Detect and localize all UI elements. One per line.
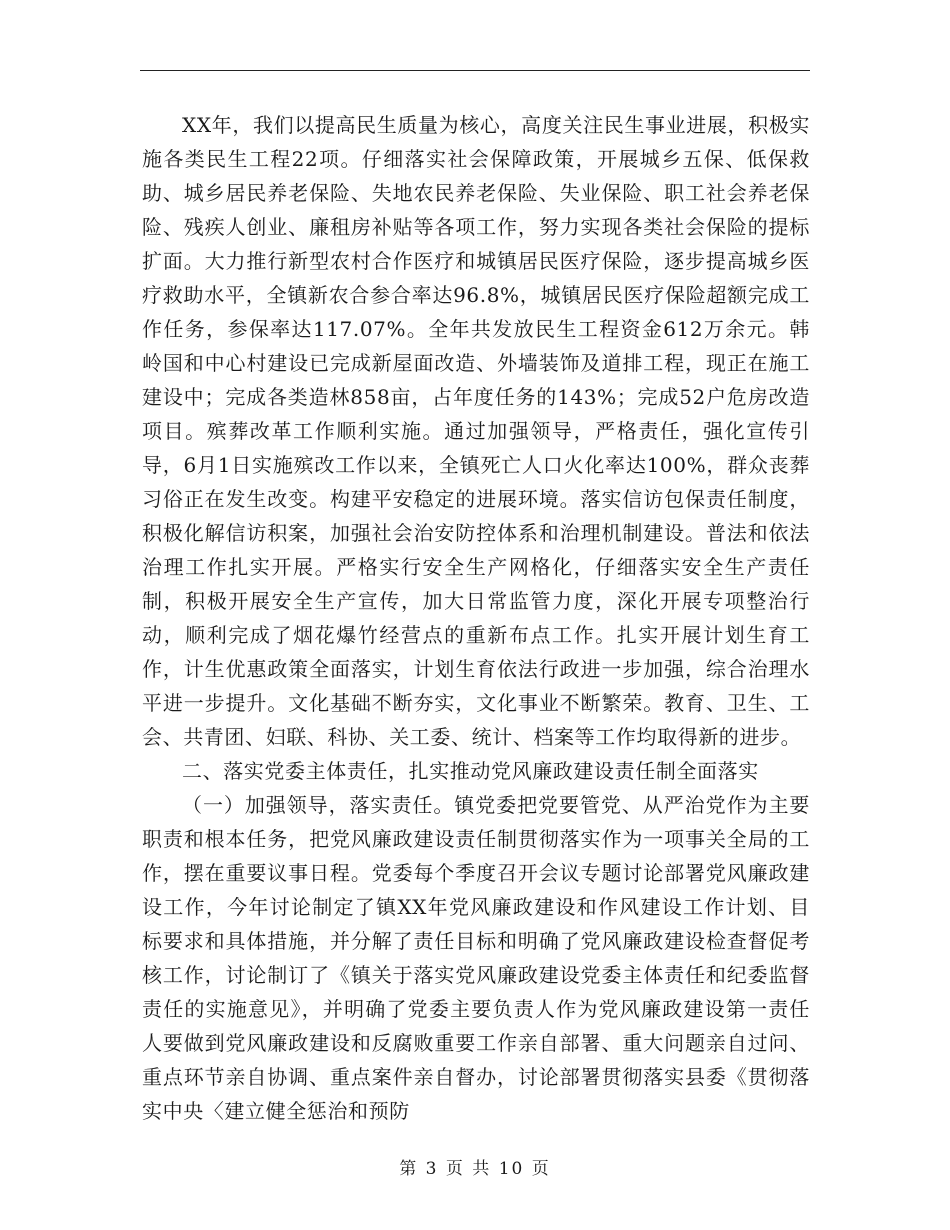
paragraph-livelihood: XX年，我们以提高民生质量为核心，高度关注民生事业进展，积极实施各类民生工程22项。仔细落实社会保障政策，开展城乡五保、低保救助、城乡居民养老保险、失地农民养老保险、失业保险、职工社会养老保险、残疾人创业、廉租房补贴等各项工作，努力实现各类社会保险的提标扩面。大力推行新型农村合作医疗和城镇居民医疗保险，逐步提高城乡医疗救助水平，全镇新农合参合率达96.8%，城镇居民医疗保险超额完成工作任务，参保率达117.07%。全年共发放民生工程资金612万余元。韩岭国和中心村建设已完成新屋面改造、外墙装饰及道排工程，现正在施工建设中；完成各类造林858亩，占年度任务的143%；完成52户危房改造项目。殡葬改革工作顺利实施。通过加强领导，严格责任，强化宣传引导，6月1日实施殡改工作以来，全镇死亡人口火化率达100%，群众丧葬习俗正在发生改变。构建平安稳定的进展环境。落实信访包保责任制度，积极化解信访积案，加强社会治安防控体系和治理机制建设。普法和依法治理工作扎实开展。严格实行安全生产网格化，仔细落实安全生产责任制，积极开展安全生产宣传，加大日常监管力度，深化开展专项整治行动，顺利完成了烟花爆竹经营点的重新布点工作。扎实开展计划生育工作，计生优惠政策全面落实，计划生育依法行政进一步加强，综合治理水平进一步提升。文化基础不断夯实，文化事业不断繁荣。教育、卫生、工会、共青团、妇联、科协、关工委、统计、档案等工作均取得新的进步。: [142, 113, 810, 749]
paragraph-leadership: （一）加强领导，落实责任。镇党委把党要管党、从严治党作为主要职责和根本任务，把党风廉政建设责任制贯彻落实作为一项事关全局的工作，摆在重要议事日程。党委每个季度召开会议专题讨论部署党风廉政建设工作，今年讨论制定了镇XX年党风廉政建设和作风建设工作计划、目标要求和具体措施，并分解了责任目标和明确了党风廉政建设检查督促考核工作，讨论制订了《镇关于落实党风廉政建设党委主体责任和纪委监督责任的实施意见》，并明确了党委主要负责人作为党风廉政建设第一责任人要做到党风廉政建设和反腐败重要工作亲自部署、重大问题亲自过问、重点环节亲自协调、重点案件亲自督办，讨论部署贯彻落实县委《贯彻落实中央〈建立健全惩治和预防: [142, 793, 810, 1123]
header-rule: [140, 70, 810, 71]
page-number-footer: 第 3 页 共 10 页: [399, 1159, 551, 1179]
section-heading: 二、落实党委主体责任，扎实推动党风廉政建设责任制全面落实: [182, 759, 759, 783]
body-text: [142, 108, 810, 1128]
